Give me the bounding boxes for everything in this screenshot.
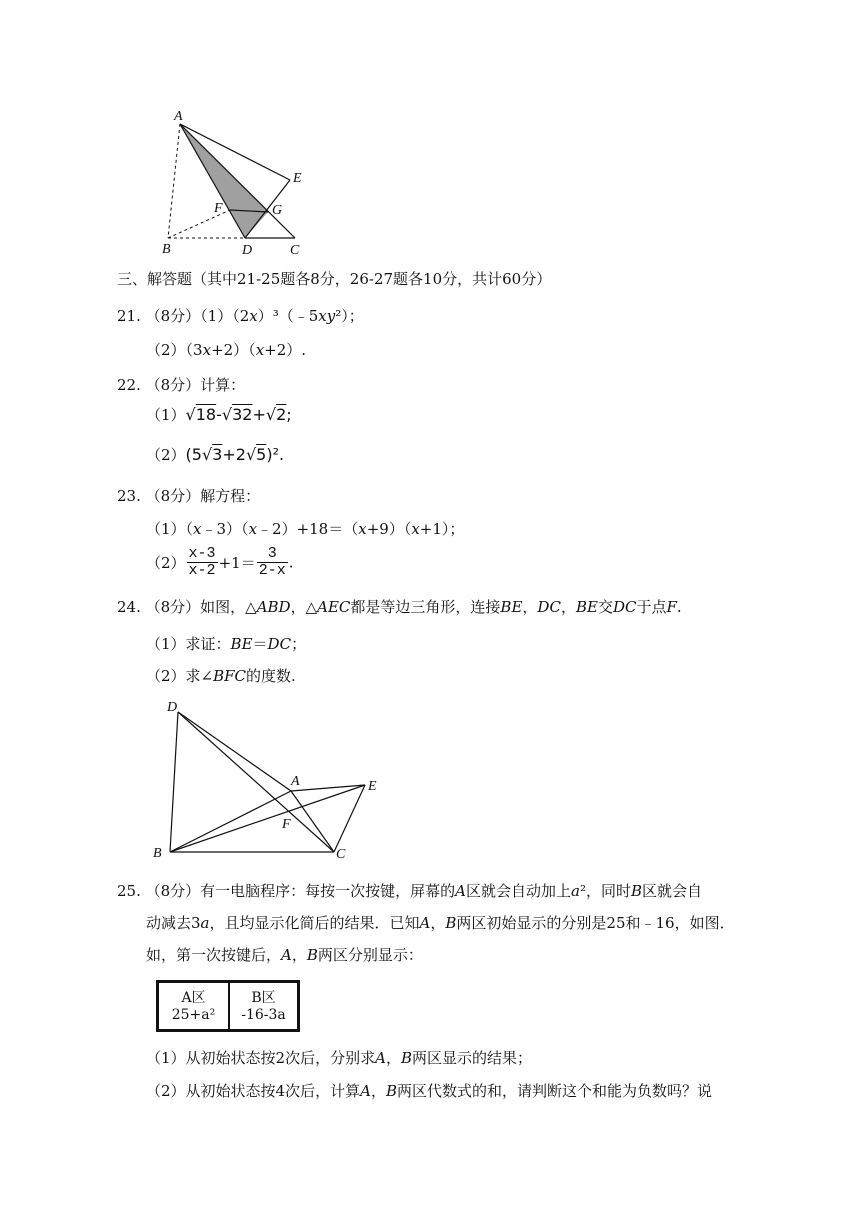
q25-l2b: ，且均显示化简后的结果．已知 bbox=[209, 914, 420, 932]
label-C: C bbox=[290, 243, 300, 258]
section-heading: 三、解答题（其中21-25题各8分，26-27题各10分，共计60分） bbox=[117, 270, 552, 288]
q25-p2c: 两区代数式的和，请判断这个和能为负数吗？说 bbox=[396, 1082, 712, 1100]
q25-l2-B: B bbox=[445, 914, 457, 932]
question-25-part2 bbox=[146, 1080, 712, 1101]
q23-p1a: （1）（ bbox=[146, 520, 194, 538]
q25-l1: 25. （8分）有一电脑程序：每按一次按键，屏幕的 bbox=[117, 882, 456, 900]
label-D: D bbox=[242, 243, 253, 258]
fraction-1-num: x-3 bbox=[188, 545, 216, 562]
q24-dot: . bbox=[676, 598, 682, 616]
radicand-32: 32 bbox=[232, 405, 253, 424]
label-A: A bbox=[291, 774, 300, 789]
q24-dc: DC bbox=[537, 598, 561, 616]
q25-p2-A: A bbox=[360, 1082, 371, 1100]
q24-p1-dc: DC bbox=[267, 635, 292, 653]
label-C: C bbox=[336, 847, 346, 862]
q21-p2-x: x bbox=[202, 341, 212, 359]
q23-x1: x bbox=[193, 520, 202, 538]
radicand-2: 2 bbox=[276, 405, 287, 424]
fraction-2 bbox=[257, 546, 288, 579]
q23-plus1: +1＝ bbox=[218, 554, 256, 572]
q25-p1c: 两区显示的结果； bbox=[411, 1049, 532, 1067]
q21-lead: 21. （8分）（1）（2 bbox=[117, 307, 250, 325]
question-21 bbox=[117, 305, 364, 326]
q24-rest: 都是等边三角形，连接 bbox=[350, 598, 501, 616]
display-screen bbox=[156, 980, 300, 1032]
q21-p2: （2）（3 bbox=[146, 341, 203, 359]
q24-sep: ，△ bbox=[290, 598, 318, 616]
q24-p2: （2）求∠ bbox=[146, 667, 214, 685]
question-24-part1 bbox=[146, 633, 306, 654]
q21-p2-x2: x bbox=[255, 341, 265, 359]
zone-a bbox=[159, 983, 228, 1029]
q23-p1d: +9）（ bbox=[366, 520, 412, 538]
q21-x: x bbox=[249, 307, 258, 325]
zone-b-label: B区 bbox=[251, 990, 276, 1006]
radicand-3: 3 bbox=[212, 445, 223, 464]
label-B: B bbox=[162, 242, 171, 257]
q24-be: BE bbox=[500, 598, 523, 616]
q22-p2-expr: (5√3+2√5)². bbox=[185, 445, 285, 464]
q25-l1-b: 区就会自动加上 bbox=[466, 882, 572, 900]
fraction-2-den: 2-x bbox=[258, 562, 286, 579]
q23-p1e: +1）； bbox=[419, 520, 465, 538]
q23-end: . bbox=[288, 553, 294, 572]
question-22-part2 bbox=[146, 444, 284, 465]
label-B: B bbox=[153, 846, 162, 861]
q21-xy: xy bbox=[318, 307, 336, 325]
edge-dc bbox=[178, 712, 334, 852]
label-F: F bbox=[282, 817, 291, 832]
q24-p2-bfc: BFC bbox=[213, 667, 247, 685]
question-25-part1 bbox=[146, 1047, 532, 1068]
q25-l1-a2: a bbox=[571, 882, 580, 900]
q24-be2: BE bbox=[575, 598, 598, 616]
edge-ac bbox=[291, 791, 334, 852]
q25-p1a: （1）从初始状态按2次后，分别求 bbox=[146, 1049, 376, 1067]
q21-sq: ²）； bbox=[335, 307, 364, 325]
figure-triangle-abc-with-ade bbox=[150, 100, 330, 260]
q23-p2-label: （2） bbox=[146, 554, 186, 572]
q24-p1-be: BE bbox=[230, 635, 253, 653]
q24-aec: AEC bbox=[317, 598, 351, 616]
label-G: G bbox=[272, 203, 283, 218]
question-24-part2 bbox=[146, 665, 296, 686]
label-E: E bbox=[293, 171, 302, 186]
q25-l1-A: A bbox=[455, 882, 467, 900]
label-A: A bbox=[174, 109, 183, 124]
q25-p2-B: B bbox=[385, 1082, 397, 1100]
q25-l2-a: a bbox=[200, 914, 210, 932]
q25-p1b: ， bbox=[385, 1049, 401, 1067]
q25-l2a: 动减去3 bbox=[146, 914, 201, 932]
question-22-part1 bbox=[146, 404, 292, 425]
q25-p1-B: B bbox=[400, 1049, 412, 1067]
q25-l3c: 两区分别显示： bbox=[317, 946, 423, 964]
edge-ab bbox=[168, 124, 180, 238]
q21-p2-c: +2）（ bbox=[211, 341, 256, 359]
q24-p1: （1）求证： bbox=[146, 635, 231, 653]
figure-equilateral-triangles bbox=[145, 695, 395, 870]
q22-p2-label: （2） bbox=[146, 446, 186, 464]
q25-p2b: ， bbox=[370, 1082, 386, 1100]
q25-l3a: 如，第一次按键后， bbox=[146, 946, 282, 964]
q24-dc2: DC bbox=[612, 598, 637, 616]
q24-p1-end: ； bbox=[291, 635, 307, 653]
zone-b-expr: -16-3a bbox=[241, 1007, 286, 1023]
edge-da bbox=[178, 712, 291, 791]
q23-p1b: ﹣3）（ bbox=[201, 520, 249, 538]
q22-p1-label: （1） bbox=[146, 406, 186, 424]
question-23: 23. （8分）解方程： bbox=[117, 487, 261, 505]
question-25-line1 bbox=[117, 880, 702, 901]
question-23-part1 bbox=[146, 518, 464, 539]
edge-ab bbox=[170, 791, 291, 852]
q21-cube: ）³（﹣5 bbox=[257, 307, 319, 325]
q25-l3b: ， bbox=[291, 946, 307, 964]
q23-x4: x bbox=[411, 520, 420, 538]
fraction-2-num: 3 bbox=[257, 546, 288, 563]
q25-l1-B: B bbox=[631, 882, 643, 900]
q23-p1c: ﹣2）+18＝（ bbox=[257, 520, 359, 538]
question-25-line2 bbox=[146, 912, 735, 933]
q24-f: F bbox=[666, 598, 677, 616]
q25-l3-B: B bbox=[306, 946, 318, 964]
question-21-part2 bbox=[146, 339, 306, 360]
q23-x2: x bbox=[248, 520, 258, 538]
q24-p1-eq: ＝ bbox=[252, 635, 268, 653]
q25-p1-A: A bbox=[375, 1049, 386, 1067]
label-D: D bbox=[167, 700, 178, 715]
q24-p2-end: 的度数. bbox=[246, 667, 296, 685]
q24-comma: ， bbox=[522, 598, 538, 616]
fraction-1 bbox=[187, 546, 218, 579]
q24-lead: 24. （8分）如图，△ bbox=[117, 598, 257, 616]
q24-yu: 于点 bbox=[636, 598, 667, 616]
q25-p2a: （2）从初始状态按4次后，计算 bbox=[146, 1082, 361, 1100]
edge-db bbox=[170, 712, 178, 852]
q25-l1-c: ²，同时 bbox=[579, 882, 631, 900]
q24-comma2: ， bbox=[560, 598, 576, 616]
q25-l2c: ， bbox=[430, 914, 446, 932]
q23-x3: x bbox=[358, 520, 367, 538]
question-23-part2 bbox=[146, 546, 293, 579]
q25-l3-A: A bbox=[281, 946, 292, 964]
label-E: E bbox=[368, 779, 377, 794]
radicand-5: 5 bbox=[256, 445, 267, 464]
question-22: 22. （8分）计算： bbox=[117, 376, 246, 394]
zone-a-expr: 25+a² bbox=[171, 1007, 216, 1023]
q25-l1-d: 区就会自 bbox=[642, 882, 703, 900]
q22-p1-expr: √18-√32+√2; bbox=[185, 405, 292, 424]
label-F: F bbox=[214, 201, 223, 216]
shaded-triangle bbox=[180, 124, 268, 238]
edge-be bbox=[170, 785, 365, 852]
question-24 bbox=[117, 596, 682, 617]
zone-b bbox=[228, 983, 297, 1029]
zone-a-label: A区 bbox=[181, 990, 206, 1006]
q25-l2d: 两区初始显示的分别是25和﹣16，如图． bbox=[456, 914, 735, 932]
edge-ec bbox=[334, 785, 365, 852]
q21-p2-e: +2）. bbox=[264, 341, 307, 359]
q25-l2-A: A bbox=[419, 914, 431, 932]
q24-jiao: 交 bbox=[597, 598, 613, 616]
radicand-18: 18 bbox=[195, 405, 217, 424]
fraction-1-den: x-2 bbox=[188, 562, 216, 579]
edge-ae bbox=[291, 785, 365, 791]
q24-abd: ABD bbox=[256, 598, 291, 616]
question-25-line3 bbox=[146, 944, 423, 965]
